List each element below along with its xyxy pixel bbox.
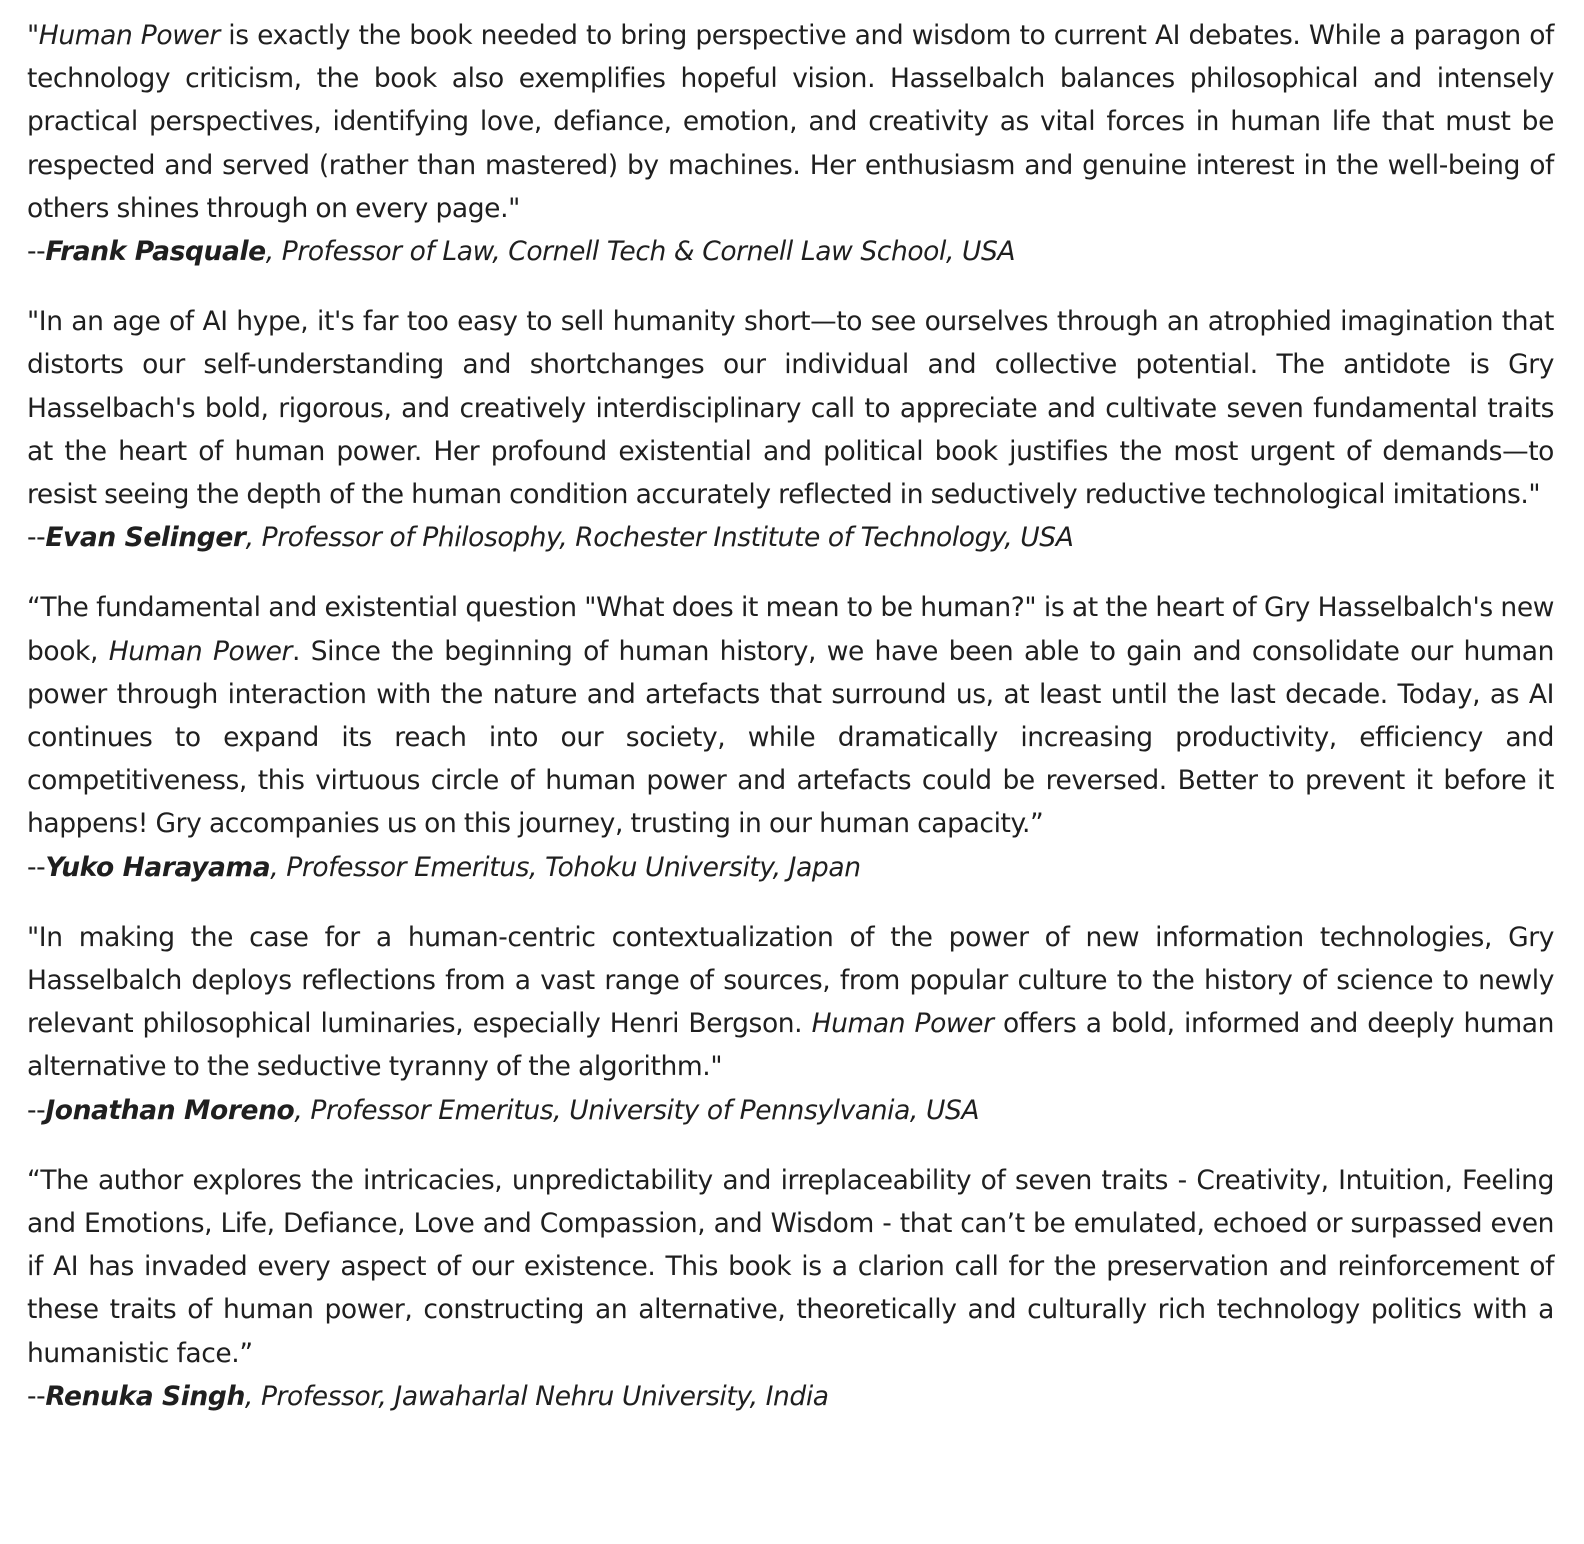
reviewer-name: Yuko Harayama (45, 851, 271, 883)
reviewer-affiliation: , Professor Emeritus, University of Pennsylvania, USA (294, 1094, 980, 1126)
reviewer-affiliation: , Professor of Law, Cornell Tech & Cornell Law School, USA (265, 236, 1016, 268)
review-pasquale (27, 14, 1554, 273)
reviewer-affiliation: , Professor Emeritus, Tohoku University, Japan (270, 851, 861, 883)
reviewer-name: Evan Selinger (45, 522, 246, 554)
book-title: Human Power (811, 1008, 994, 1040)
reviewer-name: Jonathan Moreno (45, 1094, 295, 1126)
review-attribution: --Renuka Singh, Professor, Jawaharlal Nehru University, India (27, 1380, 829, 1412)
review-attribution: --Jonathan Moreno, Professor Emeritus, University of Pennsylvania, USA (27, 1094, 980, 1126)
review-attribution: --Yuko Harayama, Professor Emeritus, Tohoku University, Japan (27, 851, 861, 883)
review-quote: “The fundamental and existential question "What does it mean to be human?" is at the heart of Gry Hasselbalch's new book, Human Power. Since the beginning of human history, we have been able to gain and consolidate our human power through interaction with the nature and artefacts that surround us, at least until the last decade. Today, as AI continues to expand its reach into our society, while dramatically increasing productivity, efficiency and competitiveness, this virtuous circle of human power and artefacts could be reversed. Better to prevent it before it happens! Gry accompanies us on this journey, trusting in our human capacity.” (27, 592, 1554, 840)
reviewer-name: Renuka Singh (45, 1380, 245, 1412)
review-singh (27, 1159, 1554, 1418)
review-attribution: --Evan Selinger, Professor of Philosophy, Rochester Institute of Technology, USA (27, 522, 1074, 554)
review-attribution: --Frank Pasquale, Professor of Law, Cornell Tech & Cornell Law School, USA (27, 236, 1016, 268)
review-quote: "In making the case for a human-centric contextualization of the power of new information technologies, Gry Hasselbalch deploys reflections from a vast range of sources, from popular culture to the history of science to newly relevant philosophical luminaries, especially Henri Bergson. Human Power offers a bold, informed and deeply human alternative to the seductive tyranny of the algorithm." (27, 921, 1554, 1083)
review-quote: "Human Power is exactly the book needed to bring perspective and wisdom to current AI debates. While a paragon of technology criticism, the book also exemplifies hopeful vision. Hasselbalch balances philosophical and intensely practical perspectives, identifying love, defiance, emotion, and creativity as vital forces in human life that must be respected and served (rather than mastered) by machines. Her enthusiasm and genuine interest in the well-being of others shines through on every page." (27, 20, 1554, 224)
reviewer-affiliation: , Professor of Philosophy, Rochester Institute of Technology, USA (245, 522, 1074, 554)
reviewer-affiliation: , Professor, Jawaharlal Nehru University, India (244, 1380, 829, 1412)
review-moreno (27, 916, 1554, 1132)
reviewer-name: Frank Pasquale (45, 236, 266, 268)
review-quote: “The author explores the intricacies, unpredictability and irreplaceability of seven traits - Creativity, Intuition, Feeling and Emotions, Life, Defiance, Love and Compassion, and Wisdom - that can’t be emulated, echoed or surpassed even if AI has invaded every aspect of our existence. This book is a clarion call for the preservation and reinforcement of these traits of human power, constructing an alternative, theoretically and culturally rich technology politics with a humanistic face.” (27, 1164, 1554, 1369)
book-title: Human Power (108, 635, 293, 667)
review-selinger (27, 300, 1554, 559)
review-harayama (27, 586, 1554, 888)
book-title: Human Power (38, 20, 220, 51)
review-quote: "In an age of AI hype, it's far too easy to sell humanity short—to see ourselves through an atrophied imagination that distorts our self-understanding and shortchanges our individual and collective potential. The antidote is Gry Hasselbach's bold, rigorous, and creatively interdisciplinary call to appreciate and cultivate seven fundamental traits at the heart of human power. Her profound existential and political book justifies the most urgent of demands—to resist seeing the depth of the human condition accurately reflected in seductively reductive technological imitations." (27, 306, 1554, 511)
